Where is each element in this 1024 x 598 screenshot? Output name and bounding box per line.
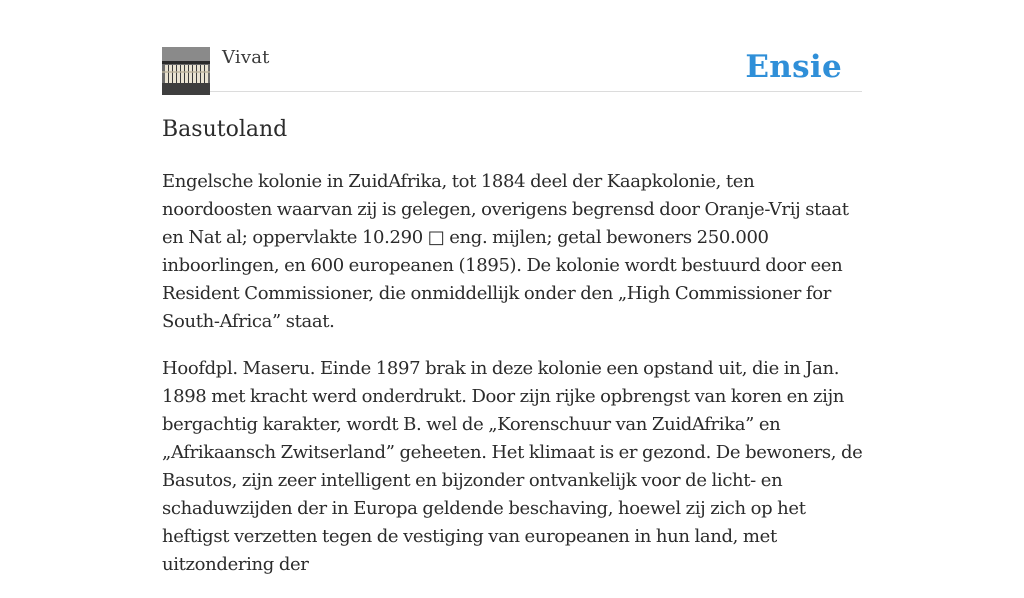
brand-logo[interactable]: Ensie — [745, 49, 842, 85]
page-title: Basutoland — [162, 117, 288, 142]
source-name[interactable]: Vivat — [222, 47, 270, 68]
book-spines-icon — [162, 47, 210, 95]
article-body — [162, 168, 868, 598]
source-avatar[interactable] — [162, 47, 210, 95]
article-paragraph: Hoofdpl. Maseru. Einde 1897 brak in deze kolonie een opstand uit, die in Jan. 1898 met kracht werd onderdrukt. Door zijn rijke opbrengst van koren en zijn bergachtig karakter, wordt B. wel de „Korenschuur van ZuidAfrika” en „Afrikaansch Zwitserland” geheeten. Het klimaat is er gezond. De bewoners, de Basutos, zijn zeer intelligent en bijzonder ontvankelijk voor de licht- en schaduwzijden der in Europa geldende beschaving, hoewel zij zich op het heftigst verzetten tegen de vestiging van europeanen in hun land, met uitzondering der — [162, 358, 863, 575]
header — [162, 45, 862, 92]
article-paragraph: Engelsche kolonie in ZuidAfrika, tot 1884 deel der Kaapkolonie, ten noordoosten waarvan zij is gelegen, overigens begrensd door Oranje-Vrij staat en Nat al; oppervlakte 10.290 □ eng. mijlen; getal bewoners 250.000 inboorlingen, en 600 europeanen (1895). De kolonie wordt bestuurd door een Resident Commissioner, die onmiddellijk onder den „High Commissioner for South-Africa” staat. — [162, 171, 849, 332]
